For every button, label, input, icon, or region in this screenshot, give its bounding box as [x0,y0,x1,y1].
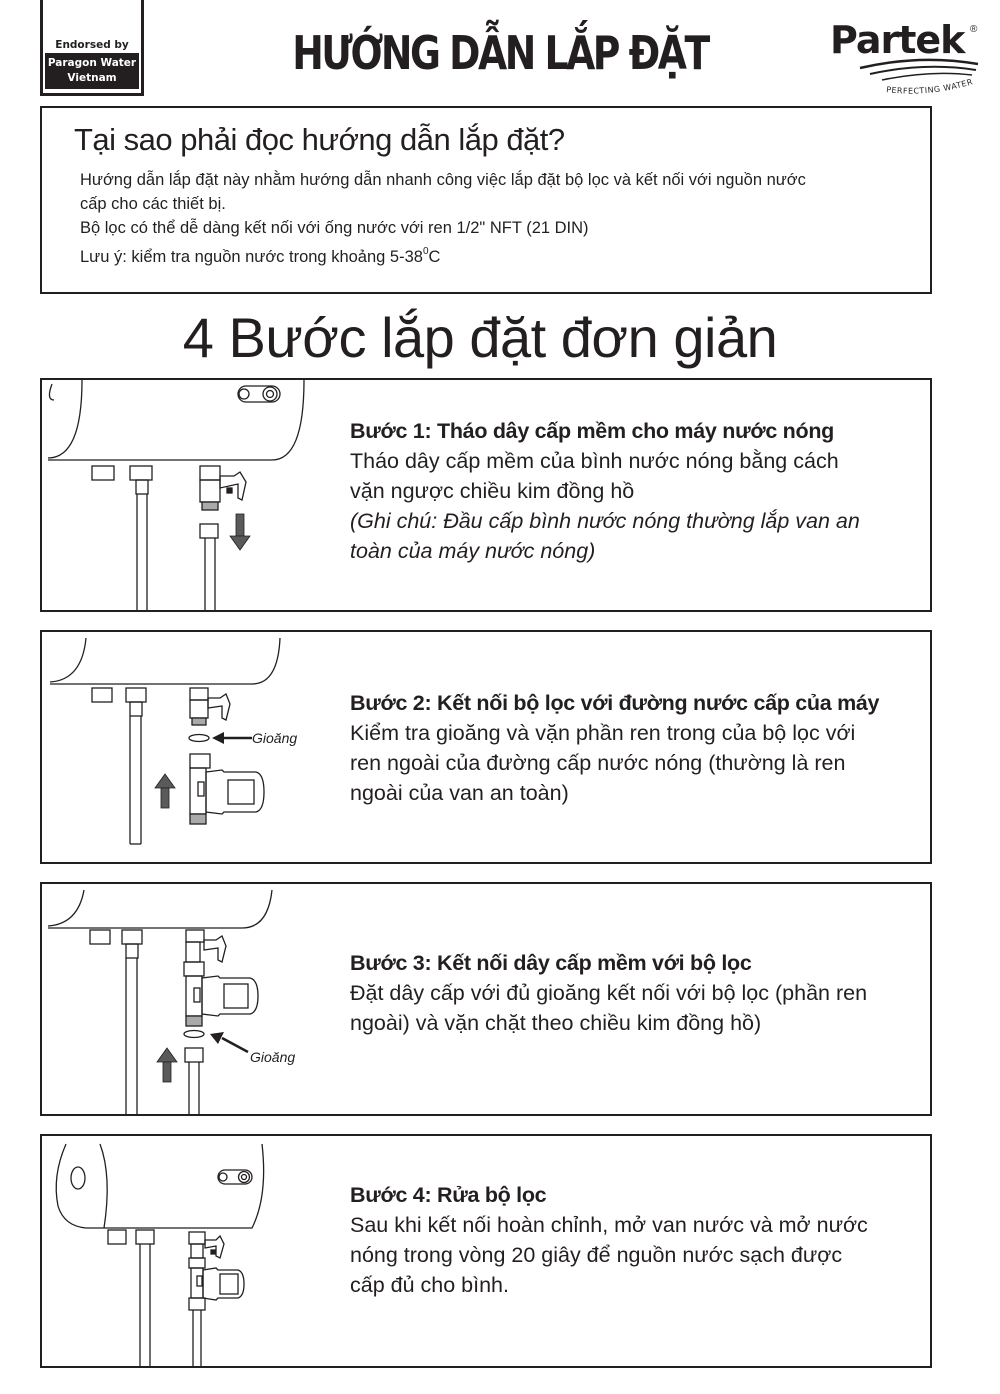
step-1-body-line: Tháo dây cấp mềm của bình nước nóng bằng cách [350,449,839,473]
step-2-illustration [42,632,342,864]
step-1-note-line: (Ghi chú: Đầu cấp bình nước nóng thường lắp van an [350,509,860,533]
svg-text:PERFECTING WATER [886,77,974,95]
arrow-down-icon [230,514,250,550]
registered-mark: ® [970,24,978,35]
intro-text [80,168,910,269]
step-1-body-line: vặn ngược chiều kim đồng hồ [350,479,635,503]
step-3-text [350,948,920,1038]
step-1-title: Bước 1: Tháo dây cấp mềm cho máy nước nóng [350,419,834,443]
temperature-note: Lưu ý: kiểm tra nguồn nước trong khoảng 5-38 [80,248,423,266]
water-ripple-icon [820,18,990,98]
step-4-body-line: nóng trong vòng 20 giây để nguồn nước sạch được [350,1243,843,1267]
step-4-text [350,1180,920,1300]
page-title: HƯỚNG DẪN LẮP ĐẶT [292,26,708,80]
step-4-body-line: Sau khi kết nối hoàn chỉnh, mở van nước và mở nước [350,1213,868,1237]
step-1-illustration [42,380,342,612]
gasket-pointer-arrow-icon [210,1032,248,1052]
gasket-label: Gioăng [250,1049,296,1065]
intro-line: cấp cho các thiết bị. [80,195,226,213]
step-4-title: Bước 4: Rửa bộ lọc [350,1183,547,1207]
gasket-pointer-arrow-icon [212,732,252,744]
step-2-box [40,630,932,864]
step-3-illustration [42,884,342,1116]
step-1-note-line: toàn của máy nước nóng) [350,539,596,563]
step-1-text [350,416,920,566]
step-4-body-line: cấp đủ cho bình. [350,1273,509,1297]
step-2-body-line: ren ngoài của đường cấp nước nóng (thường là ren [350,751,846,775]
brand-tagline: PERFECTING WATER [885,77,974,96]
endorsement-badge [40,0,144,96]
endorsement-org-line2: Vietnam [67,72,117,84]
arrow-up-icon [157,1048,177,1082]
step-2-body-line: ngoài của van an toàn) [350,781,569,805]
celsius-unit: C [428,248,441,266]
intro-box [40,106,932,294]
endorsement-label: Endorsed by [55,39,129,51]
step-2-text [350,688,920,808]
partek-logo [820,18,990,98]
step-2-title: Bước 2: Kết nối bộ lọc với đường nước cấp của máy [350,691,880,715]
intro-line: Hướng dẫn lắp đặt này nhằm hướng dẫn nhanh công việc lắp đặt bộ lọc và kết nối với nguồn nước [80,171,806,189]
brand-name: Partek [830,18,965,62]
intro-line: Bộ lọc có thể dễ dàng kết nối với ống nước với ren 1/2" NFT (21 DIN) [80,219,589,237]
arrow-up-icon [155,774,175,808]
step-4-illustration [42,1136,342,1368]
step-2-body-line: Kiểm tra gioăng và vặn phần ren trong của bộ lọc với [350,721,856,745]
endorsement-org [45,53,139,89]
step-1-box [40,378,932,612]
step-3-title: Bước 3: Kết nối dây cấp mềm với bộ lọc [350,951,752,975]
section-title: 4 Bước lắp đặt đơn giản [182,306,778,369]
endorsement-org-line1: Paragon Water [47,57,137,69]
intro-line [80,240,910,269]
degree-mark: 0 [422,246,429,257]
gasket-label: Gioăng [252,730,298,746]
step-4-box [40,1134,932,1368]
intro-heading: Tại sao phải đọc hướng dẫn lắp đặt? [74,122,565,157]
step-3-body-line: ngoài) và vặn chặt theo chiều kim đồng hồ) [350,1011,762,1035]
step-3-box [40,882,932,1116]
step-3-body-line: Đặt dây cấp với đủ gioăng kết nối với bộ lọc (phần ren [350,981,868,1005]
